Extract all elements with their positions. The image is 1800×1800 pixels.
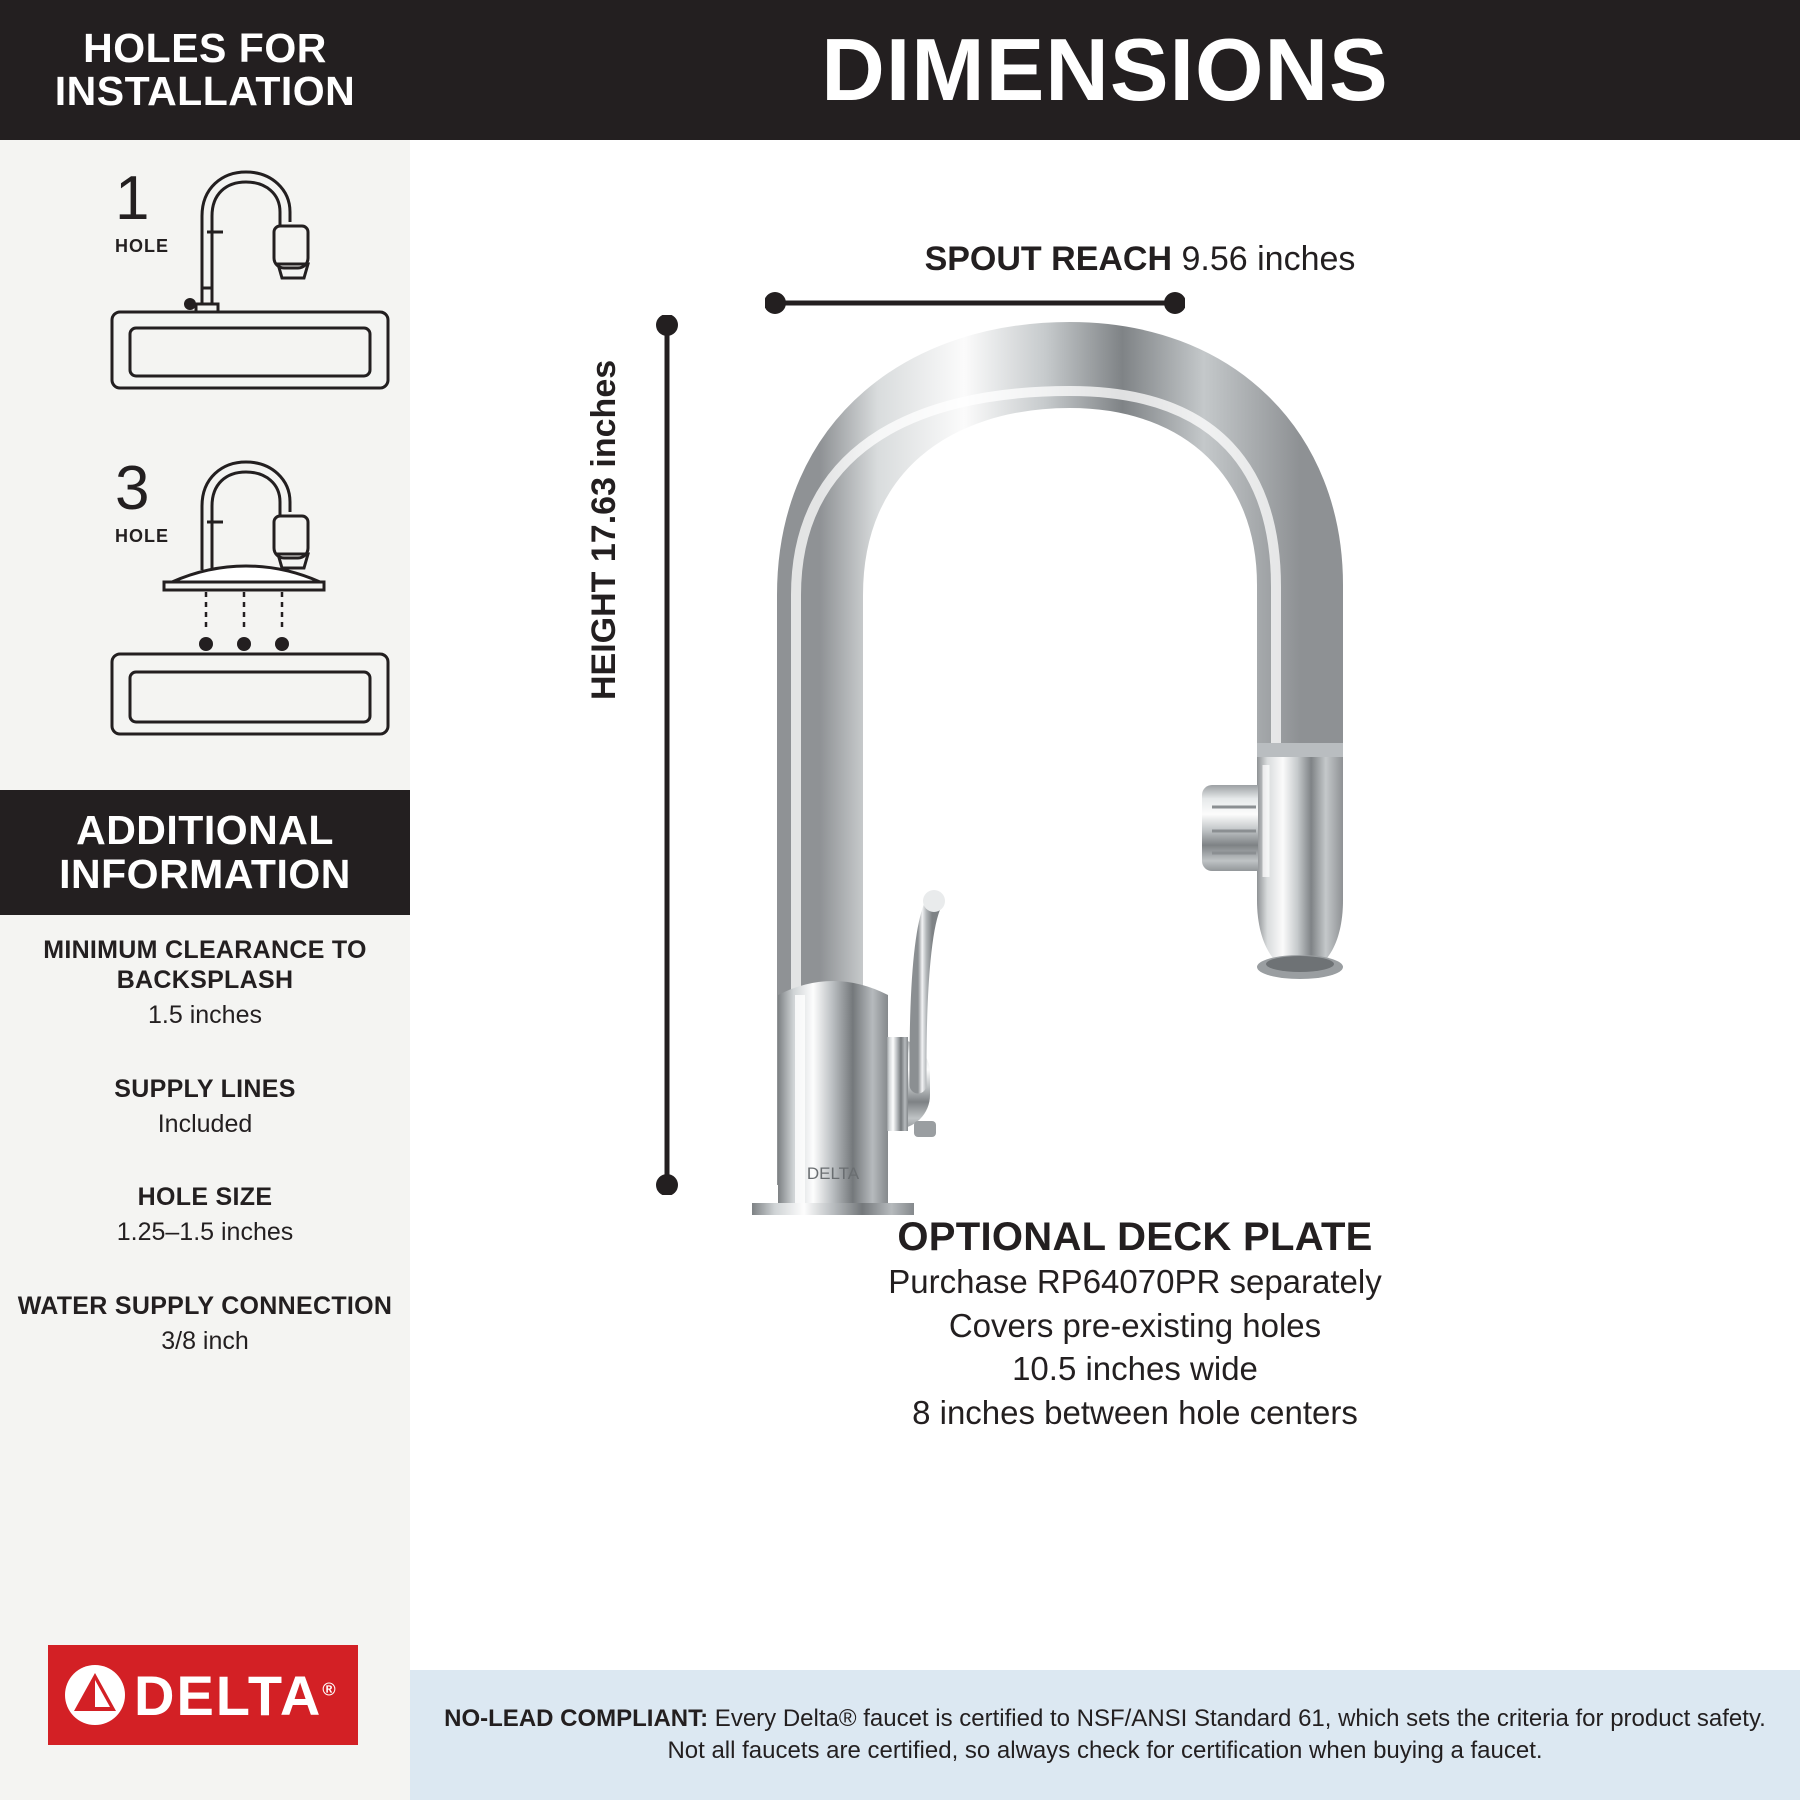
hole-option-1-label: HOLE	[115, 236, 170, 256]
height-label: HEIGHT 17.63 inches	[585, 359, 623, 700]
additional-information-list	[0, 935, 410, 1393]
deck-plate-line-2: Covers pre-existing holes	[948, 1306, 1322, 1344]
sprayer-head	[1202, 743, 1343, 979]
left-sidebar	[0, 0, 410, 1800]
faucet-product-image	[700, 295, 1440, 1215]
info-title: MINIMUM CLEARANCE TO BACKSPLASH	[43, 936, 367, 994]
no-lead-compliant-footer	[410, 1670, 1800, 1800]
delta-brand-name: DELTA	[134, 1663, 323, 1727]
no-lead-label: NO-LEAD COMPLIANT:	[444, 1704, 709, 1732]
spout-reach-value: 9.56 inches	[1181, 240, 1356, 278]
one-hole-sink-icon	[110, 290, 390, 390]
info-item-minimum-clearance	[0, 935, 410, 1032]
deck-plate-line-1: Purchase RP64070PR separately	[888, 1263, 1382, 1300]
deck-plate-line-3: 10.5 inches wide	[1012, 1350, 1258, 1388]
hole-option-1-number: 1	[115, 164, 150, 233]
delta-registered-mark: ®	[322, 1678, 338, 1699]
info-value: 3/8 inch	[161, 1326, 249, 1355]
svg-text:DELTA: DELTA	[806, 1164, 860, 1183]
info-item-supply-lines	[0, 1074, 410, 1141]
holes-illustration-area	[0, 140, 410, 790]
deck-plate-title: OPTIONAL DECK PLATE	[897, 1215, 1373, 1259]
deck-plate-line-4: 8 inches between hole centers	[912, 1393, 1358, 1431]
info-title: SUPPLY LINES	[114, 1074, 296, 1103]
additional-information-text: ADDITIONAL INFORMATION	[59, 807, 351, 897]
dimensions-title: DIMENSIONS	[821, 20, 1389, 119]
delta-logo	[48, 1645, 358, 1745]
info-item-water-supply-connection	[0, 1291, 410, 1358]
additional-information-header	[0, 790, 410, 915]
delta-wordmark	[134, 1663, 338, 1728]
hole-option-3-number: 3	[115, 454, 150, 523]
faucet-handle	[886, 890, 945, 1137]
spout-reach-label	[810, 240, 1470, 279]
dimensions-diagram	[410, 140, 1800, 1670]
delta-triangle-icon	[64, 1664, 126, 1726]
info-value: 1.25–1.5 inches	[116, 1218, 294, 1246]
hole-option-3-label: HOLE	[115, 526, 170, 546]
three-hole-sink-icon	[110, 628, 390, 738]
optional-deck-plate-block	[610, 1215, 1660, 1434]
spout-reach-title: SPOUT REACH	[924, 240, 1173, 278]
holes-header-text: HOLES FOR INSTALLATION	[54, 24, 356, 114]
info-value: Included	[157, 1109, 253, 1138]
info-title: HOLE SIZE	[137, 1183, 273, 1211]
info-value: 1.5 inches	[148, 1001, 262, 1029]
no-lead-text: Every Delta® faucet is certified to NSF/ANSI Standard 61, which sets the criteria for product safety. Not all faucets are certified, so always check for certification when buying a faucet.	[667, 1704, 1766, 1764]
info-item-hole-size	[0, 1182, 410, 1249]
height-dimension-arrow	[652, 315, 682, 1195]
dimensions-header	[410, 0, 1800, 140]
holes-for-installation-header	[0, 0, 410, 140]
info-title: WATER SUPPLY CONNECTION	[17, 1291, 393, 1320]
